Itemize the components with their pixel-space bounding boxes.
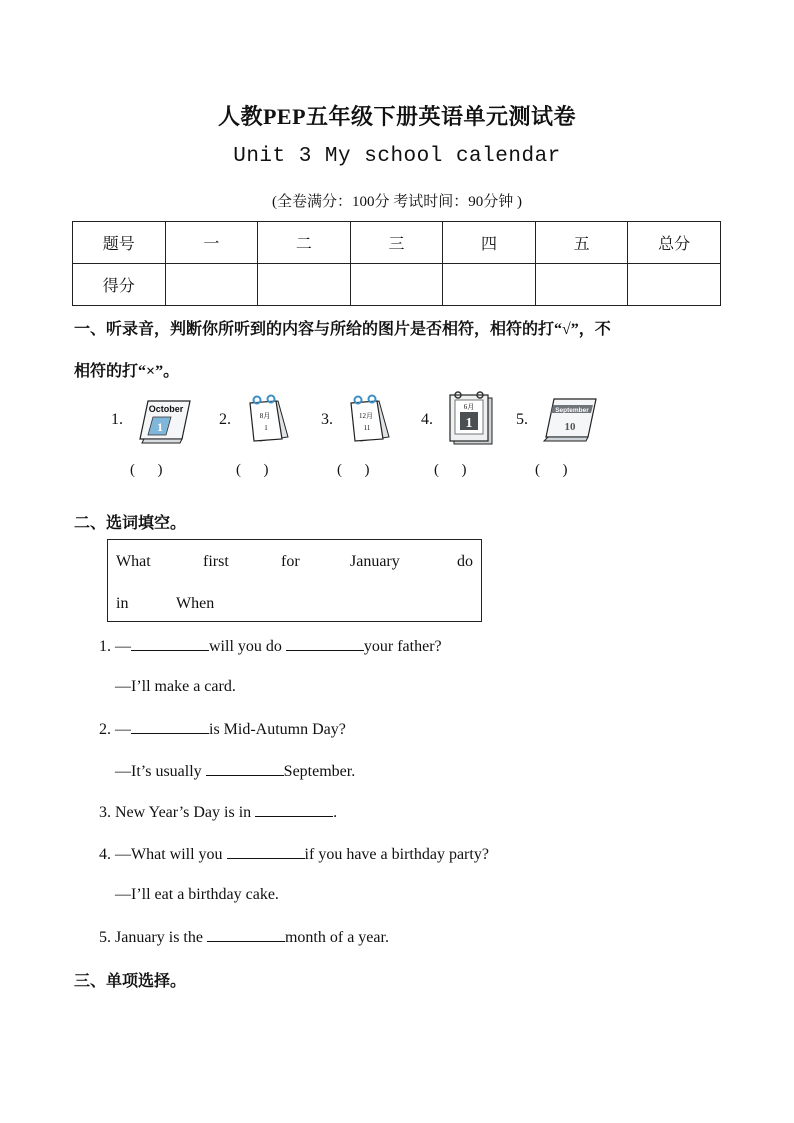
- score-entry-cell[interactable]: [350, 264, 443, 306]
- calendar-month-text: 12月: [359, 412, 373, 420]
- section2-heading: 二、选词填空。: [74, 515, 187, 532]
- word-bank-word: When: [176, 595, 215, 612]
- picture-number: 4.: [421, 411, 433, 428]
- calendar-day-text: 10: [564, 421, 576, 433]
- score-table-header-row: [73, 222, 721, 264]
- score-cell: 一: [165, 222, 258, 264]
- answer-1b: —I’ll make a card.: [115, 678, 236, 695]
- calendar-june-icon: [446, 390, 496, 448]
- word-bank-word: January: [350, 553, 400, 570]
- answer-blank[interactable]: [131, 636, 209, 651]
- score-cell: 总分: [628, 222, 721, 264]
- answer-parentheses[interactable]: ( ): [236, 462, 269, 478]
- question-1a: 1. — will you do your father?: [99, 638, 442, 655]
- score-cell: 得分: [73, 264, 166, 306]
- answer-parentheses[interactable]: ( ): [130, 462, 163, 478]
- score-entry-cell[interactable]: [165, 264, 258, 306]
- picture-number: 1.: [111, 411, 123, 428]
- picture-number: 3.: [321, 411, 333, 428]
- score-cell: 四: [443, 222, 536, 264]
- question-3: 3. New Year’s Day is in .: [99, 804, 338, 821]
- answer-blank[interactable]: [131, 719, 209, 734]
- answer-4b: —I’ll eat a birthday cake.: [115, 886, 279, 903]
- answer-2b: —It’s usually September.: [115, 763, 356, 780]
- score-entry-cell[interactable]: [628, 264, 721, 306]
- page-title: 人教PEP五年级下册英语单元测试卷: [217, 104, 577, 129]
- calendar-october-icon: [136, 395, 194, 447]
- word-bank-word: for: [281, 553, 300, 570]
- score-entry-cell[interactable]: [535, 264, 628, 306]
- score-entry-cell[interactable]: [258, 264, 351, 306]
- picture-number: 2.: [219, 411, 231, 428]
- answer-parentheses[interactable]: ( ): [337, 462, 370, 478]
- calendar-month-text: 8月: [259, 412, 271, 420]
- score-cell: 题号: [73, 222, 166, 264]
- word-bank: [107, 539, 482, 622]
- answer-parentheses[interactable]: ( ): [535, 462, 568, 478]
- score-table-score-row: [73, 264, 721, 306]
- score-entry-cell[interactable]: [443, 264, 536, 306]
- question-5: 5. January is the month of a year.: [99, 929, 389, 946]
- score-cell: 五: [535, 222, 628, 264]
- answer-blank[interactable]: [227, 844, 305, 859]
- section3-heading: 三、单项选择。: [74, 973, 187, 990]
- picture-number: 5.: [516, 411, 528, 428]
- section1-heading-cont: 相符的打“×”。: [74, 363, 180, 380]
- word-bank-word: first: [203, 553, 229, 570]
- answer-blank[interactable]: [206, 761, 284, 776]
- exam-info: (全卷满分：100分 考试时间：90分钟 ): [272, 194, 522, 210]
- answer-blank[interactable]: [207, 927, 285, 942]
- word-bank-word: do: [457, 553, 473, 570]
- question-4a: 4. —What will you if you have a birthday party?: [99, 846, 489, 863]
- answer-blank[interactable]: [255, 802, 333, 817]
- section1-heading: 一、听录音，判断你所听到的内容与所给的图片是否相符，相符的打“√”，不: [74, 321, 611, 338]
- calendar-day-text: 1: [264, 424, 268, 432]
- calendar-day-text: 1: [465, 416, 473, 431]
- score-table: [72, 221, 721, 306]
- calendar-september-icon: [540, 395, 598, 445]
- question-2a: 2. — is Mid-Autumn Day?: [99, 721, 346, 738]
- calendar-day-text: 1: [157, 420, 163, 434]
- answer-blank[interactable]: [286, 636, 364, 651]
- score-cell: 二: [258, 222, 351, 264]
- word-bank-word: What: [116, 553, 151, 570]
- answer-parentheses[interactable]: ( ): [434, 462, 467, 478]
- calendar-december-icon: [345, 393, 393, 447]
- calendar-month-text: 6月: [463, 403, 475, 411]
- calendar-month-text: September: [555, 407, 589, 414]
- calendar-month-text: October: [148, 404, 184, 414]
- calendar-day-text: 11: [363, 424, 371, 432]
- calendar-august-icon: [244, 393, 292, 447]
- word-bank-word: in: [116, 595, 129, 612]
- unit-title: Unit 3 My school calendar: [233, 145, 561, 168]
- score-cell: 三: [350, 222, 443, 264]
